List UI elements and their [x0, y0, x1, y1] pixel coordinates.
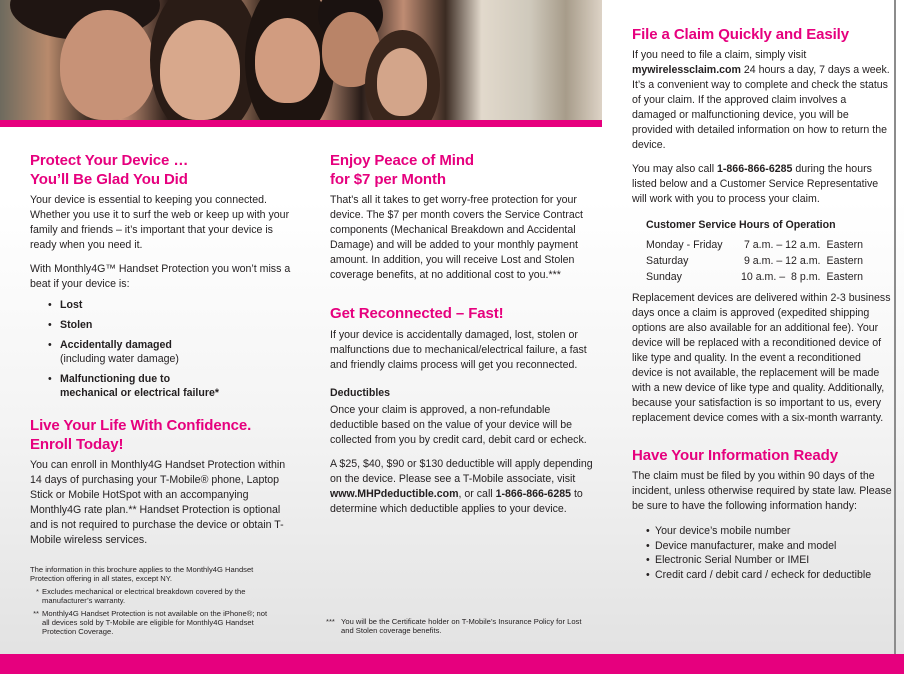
hours-table: [644, 237, 865, 285]
deductible-phone[interactable]: 1-866-866-6285: [495, 488, 572, 500]
footnote: ** Monthly4G Handset Protection is not available on the iPhone®; not all devices sold by T-Mobile are eligible for Monthly4G Handset Protection Coverage.: [33, 609, 268, 636]
coverage-list: [48, 298, 295, 400]
file-claim-paragraph: If you need to file a claim, simply visit mywirelessclaim.com 24 hours a day, 7 days a week. It’s a convenient way to complete and check the status of your claim. If the approved claim involves a damaged or malfunctioning device, you will be provided with detailed information on how to return the device.: [632, 49, 890, 151]
info-paragraph: The claim must be filed by you within 90 days of the incident, unless otherwise required by state law. Please be sure to have the following information handy:: [632, 470, 892, 512]
info-heading: Have Your Information Ready: [632, 447, 838, 464]
checklist-item: • Your device’s mobile number: [646, 524, 892, 539]
protect-coverage-intro: With Monthly4G™ Handset Protection you won’t miss a beat if your device is:: [30, 263, 291, 290]
hours-row: Sunday 10 a.m. – 8 p.m. Eastern: [646, 271, 864, 283]
replacement-paragraph: Replacement devices are delivered within 2-3 business days once a claim is approved (expedited shipping options are also available for an additional fee). Your device will be replaced with a reconditioned device of like type and quality. In the event a reconditioned device is not available, the replacement will be made with a new device of like type and quality. Additionally, because your satisfaction is so important to us, every replacement device comes with a six-month warranty.: [632, 292, 891, 424]
deductibles-paragraph: Once your claim is approved, a non-refundable deductible based on the value of your device will be collected from you by credit card, debit card or echeck.: [330, 404, 587, 446]
reconnect-heading: Get Reconnected – Fast!: [330, 305, 504, 322]
hours-row: Monday - Friday 7 a.m. – 12 a.m. Eastern: [646, 239, 864, 251]
hours-title: Customer Service Hours of Operation: [646, 219, 836, 231]
hours-row: Saturday 9 a.m. – 12 a.m. Eastern: [646, 255, 864, 267]
claim-site-link[interactable]: mywirelessclaim.com: [632, 64, 741, 76]
peace-paragraph: That's all it takes to get worry-free protection for your device. The $7 per month covers the Service Contract components (Mechanical Breakdown and Accidental Damage) and will be added to your monthly payment amount. In addition, you will receive Lost and Stolen coverage benefits, at no additional cost to you.***: [330, 194, 584, 281]
coverage-item: • Lost: [48, 298, 295, 312]
enroll-heading: Live Your Life With Confidence. Enroll Today!: [30, 417, 252, 453]
protect-intro: Your device is essential to keeping you connected. Whether you use it to surf the web or keep up with your family and friends – it’s important that your device is ready when you need it.: [30, 194, 290, 251]
coverage-item: • Accidentally damaged (including water damage): [48, 338, 295, 366]
banner-photo: [0, 0, 602, 120]
enroll-paragraph: You can enroll in Monthly4G Handset Protection within 14 days of purchasing your T-Mobile® phone, Laptop Stick or Mobile HotSpot with an accompanying Monthly4G rate plan.** Handset Protection is optional and is not required to purchase the device or obtain T-Mobile wireless services.: [30, 459, 286, 546]
column-protect: [30, 151, 295, 548]
banner-accent-rule: [0, 120, 602, 127]
coverage-item: • Malfunctioning due to mechanical or electrical failure*: [48, 372, 228, 400]
column-file-claim: [632, 25, 892, 582]
deductibles-subheading: Deductibles: [330, 387, 391, 399]
footnote-intro: The information in this brochure applies to the Monthly4G Handset Protection offering in all states, except NY.: [30, 565, 254, 583]
claim-phone[interactable]: 1-866-866-6285: [717, 163, 793, 175]
checklist-item: • Electronic Serial Number or IMEI: [646, 553, 892, 568]
protect-heading: Protect Your Device … You’ll Be Glad You Did: [30, 152, 189, 188]
checklist-item: • Device manufacturer, make and model: [646, 539, 892, 554]
column-peace-of-mind: [330, 151, 600, 517]
bottom-accent-bar: [0, 654, 904, 674]
page-edge-divider: [894, 0, 896, 654]
file-claim-heading: File a Claim Quickly and Easily: [632, 26, 849, 43]
call-paragraph: You may also call 1-866-866-6285 during the hours listed below and a Customer Service Representative will work with you to process your claim.: [632, 163, 879, 205]
deductible-link[interactable]: www.MHPdeductible.com: [330, 488, 459, 500]
deductibles-amounts: A $25, $40, $90 or $130 deductible will apply depending on the device. Please see a T-Mobile associate, visit www.MHPdeductible.com, or call 1-866-866-6285 to determine which deductible applies to your device.: [330, 458, 593, 515]
footnote-insurance: *** You will be the Certificate holder on T-Mobile’s Insurance Policy for Lost and Stolen coverage benefits.: [326, 617, 582, 635]
checklist-item: • Credit card / debit card / echeck for deductible: [646, 568, 892, 583]
footnote: * Excludes mechanical or electrical breakdown covered by the manufacturer’s warranty.: [36, 587, 246, 605]
coverage-item: • Stolen: [48, 318, 295, 332]
info-checklist: [646, 524, 892, 582]
peace-heading: Enjoy Peace of Mind for $7 per Month: [330, 152, 474, 188]
footnotes-left: [30, 565, 270, 636]
reconnect-paragraph: If your device is accidentally damaged, lost, stolen or malfunctions due to mechanical/electrical failure, a fast and friendly claims process will get you reconnected.: [330, 329, 587, 371]
